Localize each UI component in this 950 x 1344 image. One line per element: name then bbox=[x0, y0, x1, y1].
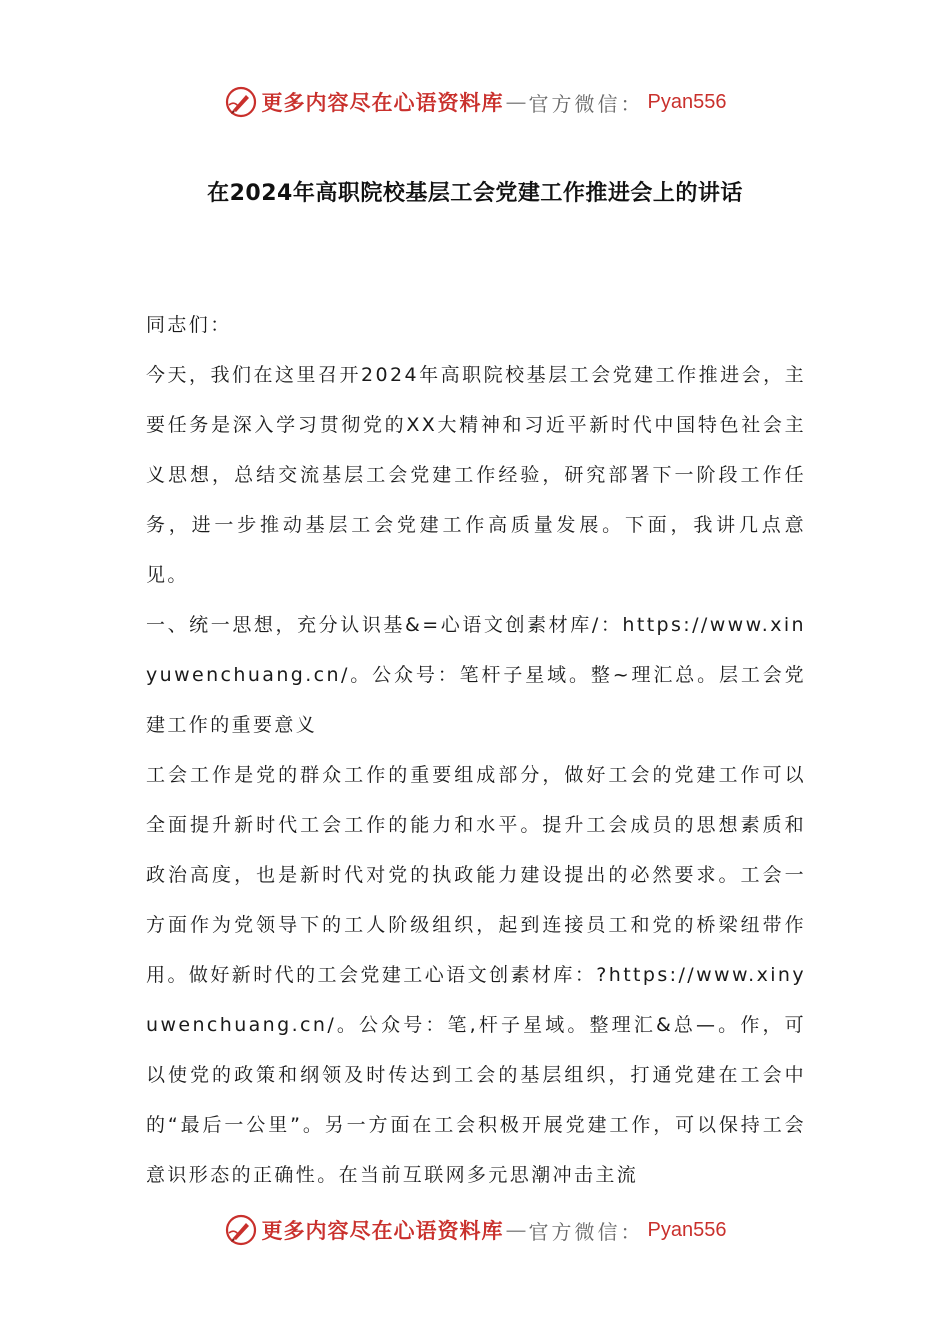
footer-banner bbox=[0, 1210, 950, 1250]
banner-brand: 更多内容尽在心语资料库 bbox=[261, 1218, 504, 1243]
banner-brand: 更多内容尽在心语资料库 bbox=[261, 90, 504, 115]
banner-official-label: 官方微信： bbox=[528, 1219, 644, 1244]
document-title: 在2024年高职院校基层工会党建工作推进会上的讲话 bbox=[207, 181, 743, 206]
banner-wechat-id: Pyan556 bbox=[647, 1218, 727, 1241]
pen-logo-icon bbox=[224, 85, 258, 119]
banner-official-label: 官方微信： bbox=[528, 91, 644, 116]
banner-wechat-id: Pyan556 bbox=[647, 90, 727, 113]
banner-dash: — bbox=[505, 90, 527, 114]
header-banner bbox=[0, 82, 950, 122]
salutation: 同志们： bbox=[146, 314, 232, 336]
banner-dash: — bbox=[505, 1218, 527, 1242]
pen-logo-icon bbox=[224, 1213, 258, 1247]
section-heading: 一、统一思想，充分认识基&=心语文创素材库/：https://www.xinyuwenchuang.cn/。公众号：笔杆子星域。整~理汇总。层工会党建工作的重要意义 bbox=[146, 614, 806, 736]
body-paragraph: 今天，我们在这里召开2024年高职院校基层工会党建工作推进会，主要任务是深入学习贯彻党的XX大精神和习近平新时代中国特色社会主义思想，总结交流基层工会党建工作经验，研究部署下一阶段工作任务，进一步推动基层工会党建工作高质量发展。下面，我讲几点意见。 bbox=[146, 364, 806, 586]
body-paragraph: 工会工作是党的群众工作的重要组成部分，做好工会的党建工作可以全面提升新时代工会工作的能力和水平。提升工会成员的思想素质和政治高度，也是新时代对党的执政能力建设提出的必然要求。工会一方面作为党领导下的工人阶级组织，起到连接员工和党的桥梁纽带作用。做好新时代的工会党建工心语文创素材库：?https://www.xinyuwenchuang.cn/。公众号：笔,杆子星域。整理汇&总—。作，可以使党的政策和纲领及时传达到工会的基层组织，打通党建在工会中的“最后一公里”。另一方面在工会积极开展党建工作，可以保持工会意识形态的正确性。在当前互联网多元思潮冲击主流 bbox=[146, 764, 806, 1186]
document-body bbox=[146, 300, 806, 1200]
